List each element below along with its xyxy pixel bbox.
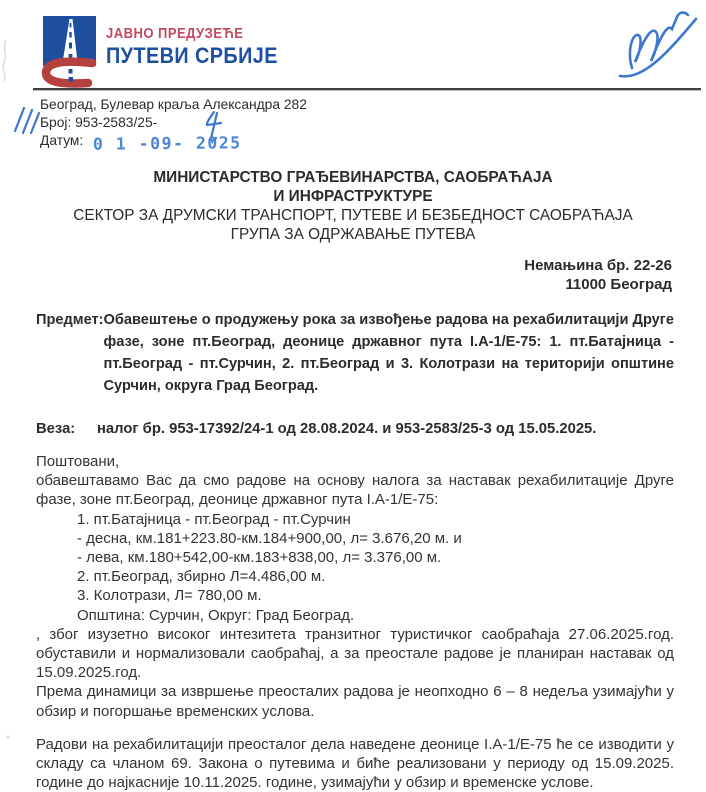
sender-street: Београд, Булевар краља Александра 282 [40,97,307,112]
reference-label: Веза: [36,421,76,437]
ministry-heading [0,168,706,244]
works-list [77,510,674,625]
scan-artifact-bottom [4,733,14,743]
company-name-large: ПУТЕВИ СРБИЈЕ [106,43,278,68]
signature-scribble [610,6,706,84]
company-name [106,26,278,69]
salutation: Поштовани, [36,453,120,470]
company-name-small: ЈАВНО ПРЕДУЗЕЋЕ [106,26,244,42]
recipient-address [524,256,672,294]
ministry-line-3: СЕКТОР ЗА ДРУМСКИ ТРАНСПОРТ, ПУТЕВЕ И БЕЗБЕДНОСТ САОБРАЋАЈА [73,207,633,224]
margin-tally-marks [12,102,44,138]
ministry-line-1: МИНИСТАРСТВО ГРАЂЕВИНАРСТВА, САОБРАЋАЈА [153,169,553,186]
doc-number-line: Број: 953-2583/25- [40,115,158,130]
subject-block [36,309,674,397]
recipient-street: Немањина бр. 22-26 [524,257,672,274]
letterhead-divider [33,88,701,90]
body-paragraph-4: Радови на рехабилитацији преосталог дела наведене деонице I.А-1/Е-75 ће се изводити у складу са чланом 69. Закона о путевима и биће реализовани у периоду од 15.09.2025. године до најкасније 10.11.2025. године, узимајући у обзир и временске услове. [36,735,674,792]
works-list-item: - десна, км.181+223.80-км.184+900,00, л= 3.676,20 м. и [77,529,462,547]
subject-text: Обавештење о продужењу рока за извођење радова на рехабилитацији Друге фазе, зоне пт.Београд, деонице државног пута I.А-1/Е-75: 1. пт.Батајница - пт.Београд - пт.Сурчин, 2. пт.Београд и 3. Колотрази на територији општине Сурчин, округа Град Београд. [103,312,674,394]
ministry-line-2: И ИНФРАСТРУКТУРЕ [273,188,433,205]
subject-label: Предмет: [36,312,104,328]
scan-artifact-top [0,38,12,84]
body-paragraph-3: Према динамици за извршење преосталих радова је неопходно 6 – 8 недеља узимајући у обзир и погоршање временских услова. [36,683,674,720]
works-list-item: 2. пт.Београд, збирно Л=4.486,00 м. [77,568,326,586]
works-list-item: Општина: Сурчин, Округ: Град Београд. [77,606,355,624]
works-list-item: 3. Колотрази, Л= 780,00 м. [77,587,262,605]
works-list-item: 1. пт.Батајница - пт.Београд - пт.Сурчин [77,510,351,528]
reference-text: налог бр. 953-17392/24-1 од 28.08.2024. и 953-2583/25-3 од 15.05.2025. [97,421,597,437]
body-paragraph-2: , због изузетно високог интезитета транзитног туристичког саобраћаја 27.06.2025.год. обуставили и нормализовали саобраћај, а за преостале радове је планиран наставак од 15.09.2025.год. [36,625,674,682]
reference-block [36,421,674,437]
recipient-city: 11000 Београд [565,276,672,293]
letter-body [36,452,674,792]
date-stamp: 0 1 -09- 2025 [92,133,242,154]
date-label: Датум: [40,133,84,148]
ministry-line-4: ГРУПА ЗА ОДРЖАВАЊЕ ПУТЕВА [230,226,476,243]
works-list-item: - лева, км.180+542,00-км.183+838,00, л= 3.376,00 м. [77,549,442,567]
body-paragraph-1: обавештавамо Вас да смо радове на основу налога за наставак рехабилитације Друге фазе, зоне пт.Београд, деонице државног пута I.А-1/Е-75: [36,472,674,509]
putevi-srbije-logo [38,14,104,90]
